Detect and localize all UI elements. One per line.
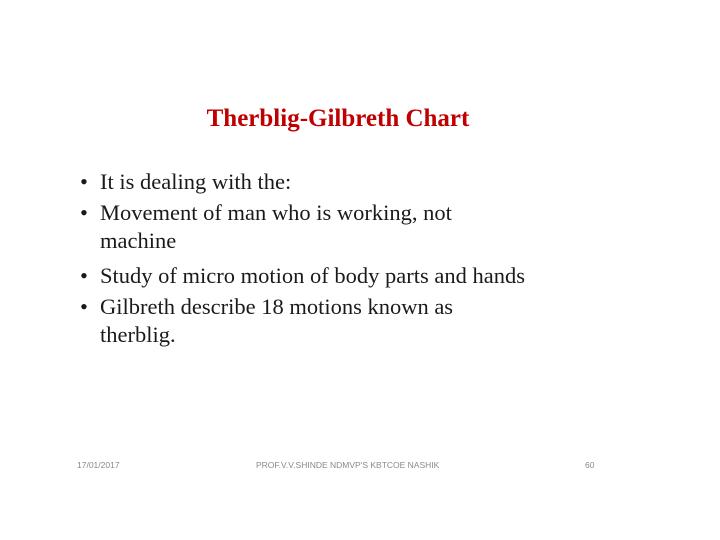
bullet-text: Movement of man who is working, not machine bbox=[100, 200, 452, 253]
bullet-dot-icon: • bbox=[80, 294, 88, 319]
bullet-dot-icon: • bbox=[80, 263, 88, 288]
bullet-item bbox=[52, 199, 652, 255]
footer-page-number: 60 bbox=[585, 460, 595, 470]
bullet-text: Study of micro motion of body parts and hands bbox=[100, 263, 525, 288]
bullet-item bbox=[52, 168, 652, 196]
bullet-item bbox=[52, 293, 652, 349]
bullet-item bbox=[52, 262, 652, 290]
bullet-dot-icon: • bbox=[80, 200, 88, 225]
bullet-dot-icon: • bbox=[80, 169, 88, 194]
bullet-text: Gilbreth describe 18 motions known as therblig. bbox=[100, 294, 454, 347]
slide-title: Therblig-Gilbreth Chart bbox=[206, 105, 470, 132]
bullet-list bbox=[52, 168, 652, 349]
footer-date: 17/01/2017 bbox=[77, 460, 120, 470]
footer-author: PROF.V.V.SHINDE NDMVP'S KBTCOE NASHIK bbox=[256, 460, 440, 470]
bullet-text: It is dealing with the: bbox=[100, 169, 292, 194]
